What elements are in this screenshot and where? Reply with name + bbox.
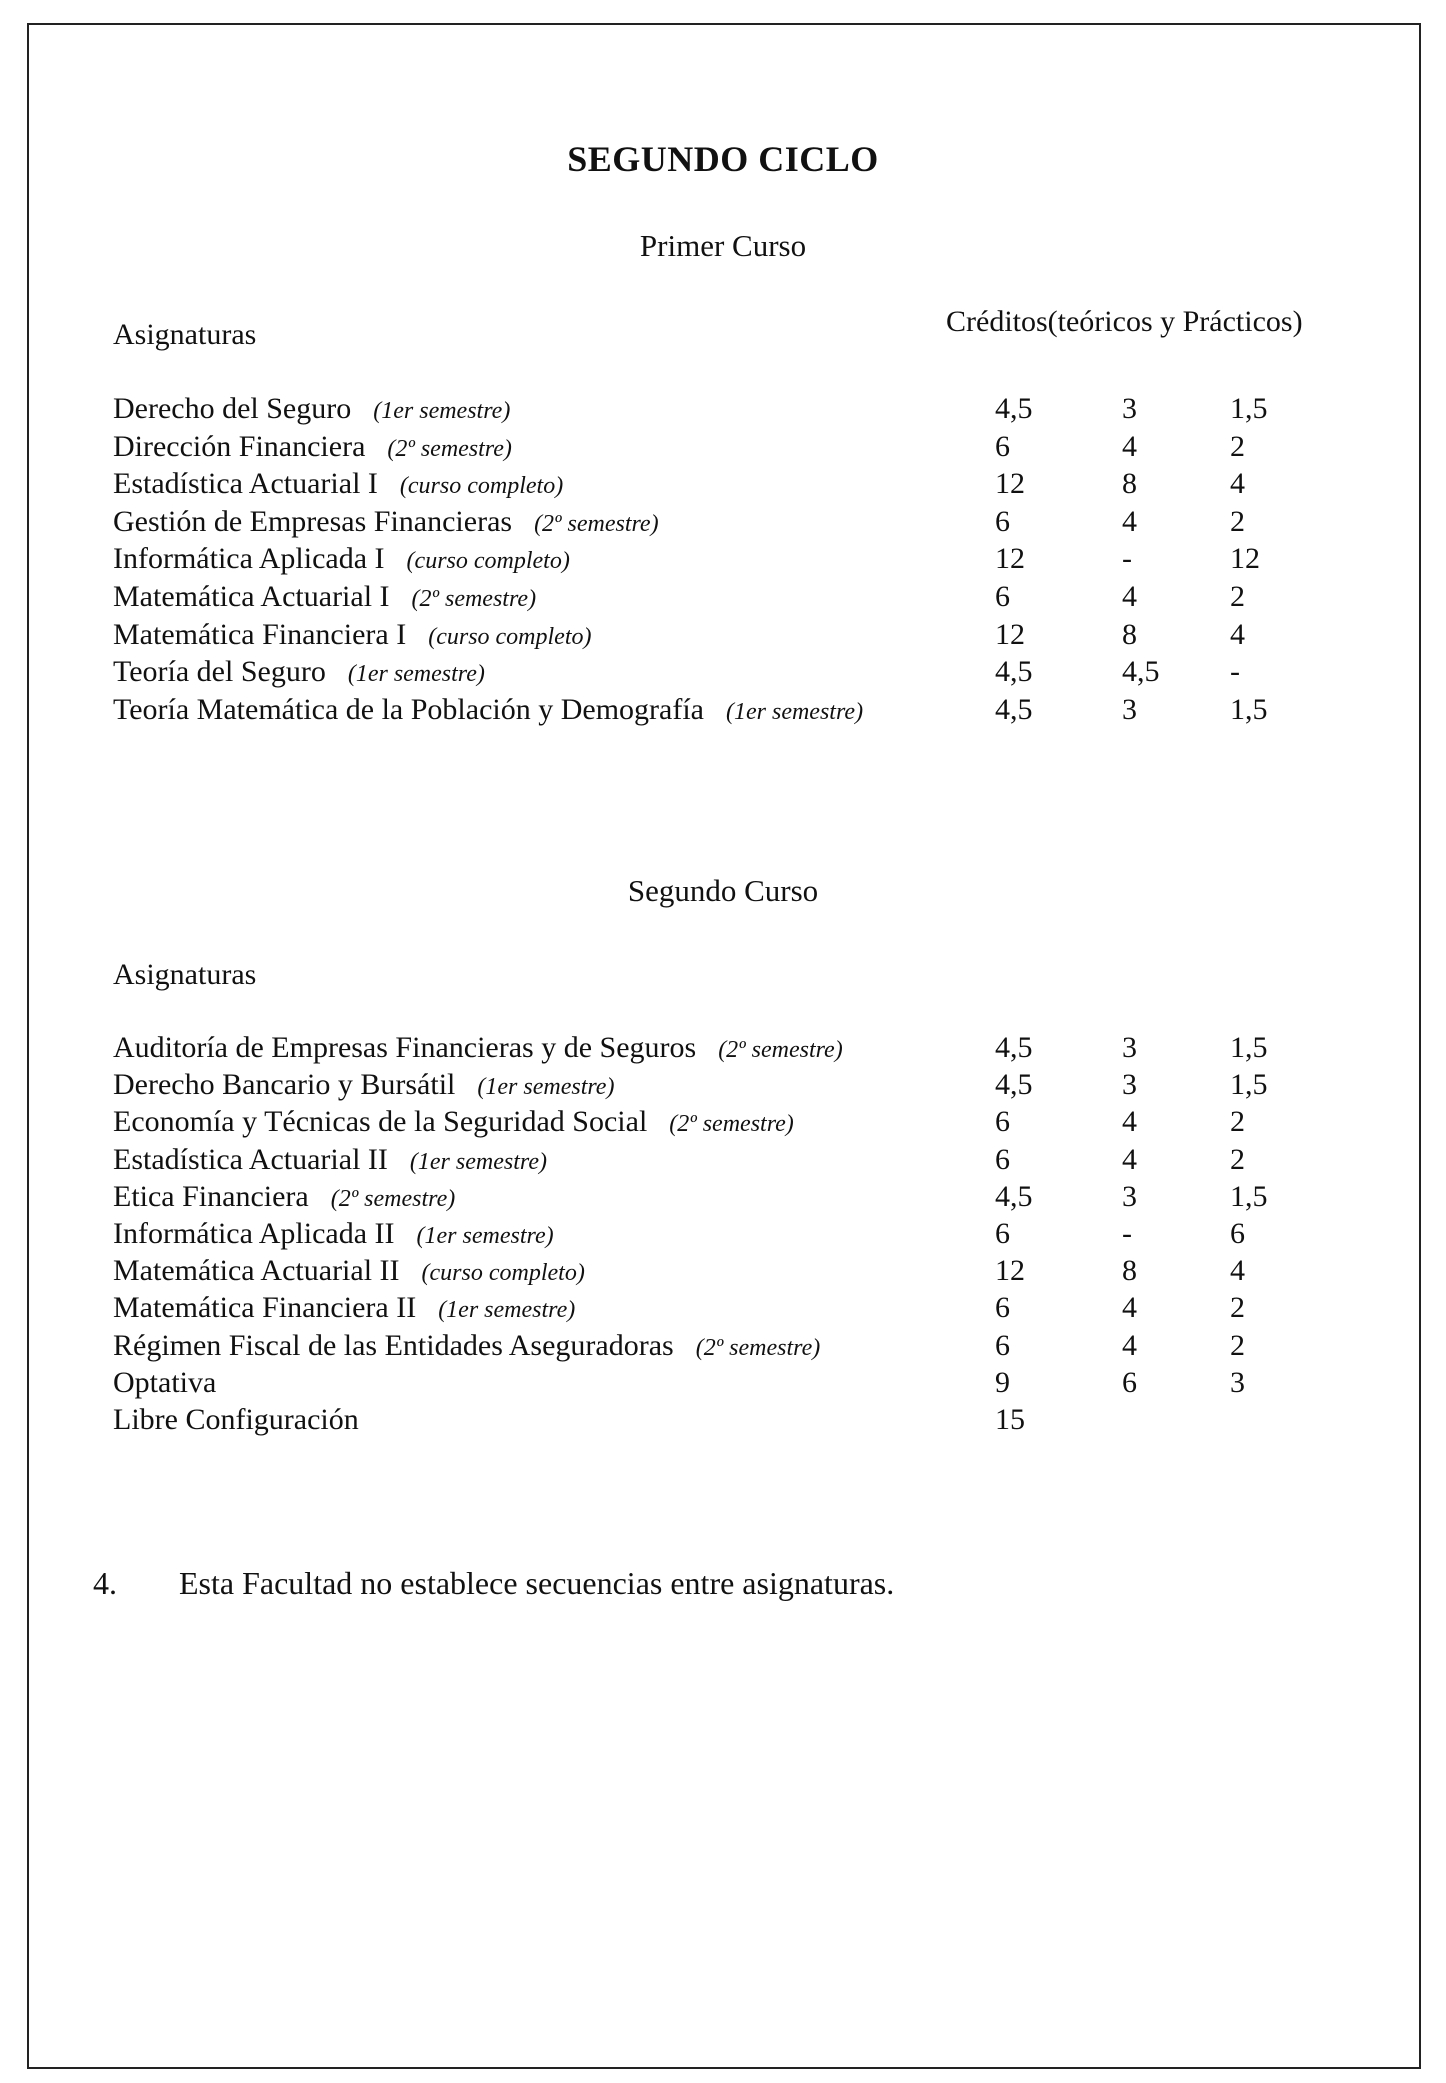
note-paragraph [93,1565,894,1602]
credits-total: 12 [995,617,1025,651]
credits-practice: 3 [1230,1365,1245,1399]
table-row [0,618,1446,656]
credits-practice: 1,5 [1230,392,1268,425]
credits-total: 6 [995,1291,1010,1325]
semester-note: (curso completo) [421,1260,585,1287]
credits-practice: 2 [1230,1142,1245,1176]
credits-practice: 2 [1230,1105,1245,1139]
semester-note: (2º semestre) [534,510,659,537]
subject-name [113,505,659,539]
table-row [0,1291,1446,1329]
credits-theory: 4 [1122,504,1137,538]
credits-total: 9 [995,1365,1010,1399]
credits-total: 12 [995,542,1025,576]
subject-label: Matemática Actuarial II [113,1254,400,1288]
credits-theory: 4 [1122,1328,1137,1362]
subject-label: Derecho del Seguro [113,392,352,425]
credits-total: 15 [995,1403,1025,1436]
subject-label: Auditoría de Empresas Financieras y de Seguros [113,1031,697,1064]
subject-label: Derecho Bancario y Bursátil [113,1068,456,1102]
table-row [0,1068,1446,1106]
subject-name [113,542,570,576]
credits-practice: 12 [1230,542,1260,576]
semester-note: (1er semestre) [409,1148,547,1175]
table-row [0,1217,1446,1255]
credits-total: 6 [995,429,1010,463]
credits-practice: 1,5 [1230,1031,1268,1064]
credits-practice: 1,5 [1230,692,1268,726]
credits-practice: 4 [1230,467,1245,501]
table-row [0,392,1446,430]
subject-name [113,655,485,689]
subject-name [113,1366,238,1400]
table-row [0,1366,1446,1404]
semester-note: (2º semestre) [330,1185,456,1212]
credits-total: 4,5 [995,1179,1033,1213]
credits-practice: 6 [1230,1217,1245,1250]
credits-theory: 4 [1122,429,1137,463]
creditos-header: Créditos(teóricos y Prácticos) [946,305,1303,338]
table-row [0,467,1446,505]
table-row [0,1329,1446,1367]
subject-label: Optativa [113,1365,217,1399]
subject-name [113,467,563,501]
credits-total: 4,5 [995,1031,1033,1064]
semester-note: (1er semestre) [438,1297,576,1324]
credits-theory: 4 [1122,580,1137,613]
semester-note: (2º semestre) [669,1111,794,1138]
credits-theory: - [1122,542,1132,576]
credits-practice: 2 [1230,429,1245,463]
credits-theory: 3 [1122,1031,1137,1064]
subject-name [113,618,592,652]
subject-name [113,693,863,727]
credits-total: 6 [995,1328,1010,1362]
note-number: 4. [93,1565,117,1601]
credits-total: 12 [995,1254,1025,1288]
credits-total: 6 [995,1105,1010,1139]
credits-practice: 2 [1230,580,1245,613]
semester-note: (2º semestre) [718,1037,843,1063]
table-row [0,1143,1446,1181]
subject-label: Matemática Financiera I [113,617,407,651]
table-row [0,1105,1446,1143]
semester-note: (1er semestre) [726,698,864,725]
credits-theory: 8 [1122,467,1137,501]
subject-label: Libre Configuración [113,1403,359,1436]
subject-label: Estadística Actuarial II [113,1142,388,1176]
subject-label: Gestión de Empresas Financieras [113,504,513,538]
credits-practice: 4 [1230,617,1245,651]
subject-name [113,392,510,426]
table-row [0,505,1446,543]
subject-label: Informática Aplicada I [113,542,385,576]
subject-name [113,1180,455,1214]
subject-label: Informática Aplicada II [113,1217,395,1250]
credits-total: 4,5 [995,392,1033,425]
table-row [0,1180,1446,1218]
subject-label: Régimen Fiscal de las Entidades Aseguradoras [113,1328,674,1362]
subject-name [113,1254,585,1288]
table-row [0,655,1446,693]
credits-theory: 4 [1122,1291,1137,1325]
credits-practice: 2 [1230,1291,1245,1325]
subject-label: Etica Financiera [113,1179,309,1213]
subject-name [113,1329,820,1363]
semester-note: (1er semestre) [416,1223,554,1249]
table-row [0,1254,1446,1292]
credits-theory: 8 [1122,617,1137,651]
credits-theory: 3 [1122,1179,1137,1213]
credits-total: 4,5 [995,692,1033,726]
segundo-curso-title: Segundo Curso [627,873,819,908]
credits-total: 6 [995,1142,1010,1176]
table-row [0,693,1446,731]
segundo-curso-asignaturas-label: Asignaturas [113,958,257,991]
table-row [0,1403,1446,1441]
subject-label: Matemática Actuarial I [113,580,390,613]
semester-note: (2º semestre) [411,586,537,612]
credits-total: 4,5 [995,655,1033,689]
subject-name [113,1105,794,1139]
credits-theory: 4 [1122,1105,1137,1139]
credits-total: 6 [995,580,1010,613]
section-heading: SEGUNDO CICLO [567,139,879,179]
subject-label: Teoría del Seguro [113,655,326,689]
credits-theory: 3 [1122,392,1137,425]
subject-name [113,1068,614,1102]
credits-practice: 1,5 [1230,1179,1268,1213]
credits-total: 12 [995,467,1025,501]
subject-name [113,1217,554,1251]
credits-theory: 6 [1122,1365,1137,1399]
semester-note: (2º semestre) [387,435,512,462]
note-text: Esta Facultad no establece secuencias entre asignaturas. [179,1565,895,1601]
semester-note: (2º semestre) [695,1334,821,1361]
table-row [0,430,1446,468]
subject-name [113,1291,575,1325]
subject-name [113,580,536,614]
credits-total: 4,5 [995,1068,1033,1102]
subject-label: Estadística Actuarial I [113,467,378,501]
credits-theory: 3 [1122,1068,1137,1102]
subject-name [113,1031,843,1065]
table-row [0,1031,1446,1069]
subject-name [113,430,512,464]
credits-total: 6 [995,504,1010,538]
table-row [0,542,1446,580]
credits-total: 6 [995,1217,1010,1250]
subject-label: Economía y Técnicas de la Seguridad Social [113,1105,648,1139]
semester-note: (1er semestre) [373,398,511,424]
subject-name [113,1143,547,1177]
subject-label: Matemática Financiera II [113,1291,417,1325]
credits-practice: - [1230,655,1240,689]
semester-note: (curso completo) [428,623,592,650]
credits-practice: 4 [1230,1254,1245,1288]
semester-note: (1er semestre) [347,661,485,688]
credits-theory: 4 [1122,1142,1137,1176]
credits-practice: 2 [1230,1328,1245,1362]
semester-note: (curso completo) [399,473,564,500]
primer-curso-asignaturas-label: Asignaturas [113,318,257,351]
subject-label: Teoría Matemática de la Población y Demografía [113,692,704,726]
credits-theory: 3 [1122,692,1137,726]
credits-theory: 8 [1122,1254,1137,1288]
credits-practice: 2 [1230,504,1245,538]
subject-name [113,1403,381,1437]
table-row [0,580,1446,618]
semester-note: (1er semestre) [477,1074,615,1101]
primer-curso-title: Primer Curso [639,228,807,263]
semester-note: (curso completo) [406,548,570,575]
subject-label: Dirección Financiera [113,429,366,463]
credits-theory: - [1122,1217,1132,1250]
credits-theory: 4,5 [1122,655,1160,689]
credits-practice: 1,5 [1230,1068,1268,1102]
